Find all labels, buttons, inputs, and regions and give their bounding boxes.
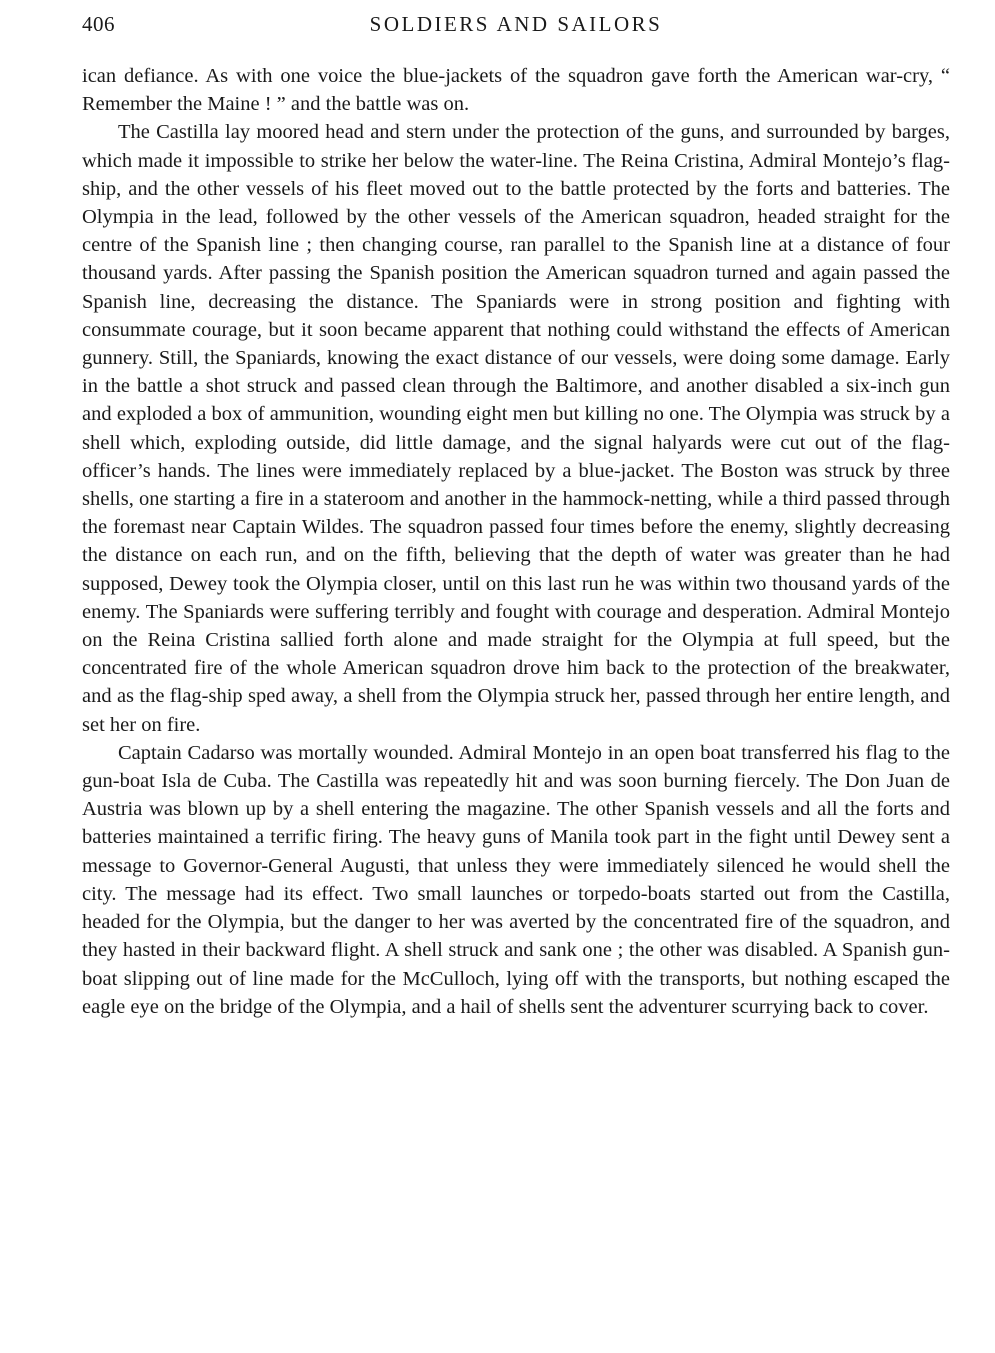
page-header bbox=[82, 12, 950, 42]
paragraph-aftermath: Captain Cadarso was mortally wounded. Admiral Montejo in an open boat transferred his flag to the gun-boat Isla de Cuba. The Castilla was repeatedly hit and was soon burning fiercely. The Don Juan de Austria was blown up by a shell entering the magazine. The other Spanish vessels and all the forts and batteries maintained a terrific firing. The heavy guns of Manila took part in the fight until Dewey sent a message to Governor-General Augusti, that unless they were immediately silenced he would shell the city. The message had its effect. Two small launches or torpedo-boats started out from the Castilla, headed for the Olympia, but the danger to her was averted by the concentrated fire of the squadron, and they hasted in their backward flight. A shell struck and sank one ; the other was disabled. A Spanish gun-boat slipping out of line made for the McCulloch, lying off with the transports, but nothing escaped the eagle eye on the bridge of the Olympia, and a hail of shells sent the adventurer scurrying back to cover. bbox=[82, 741, 950, 1018]
paragraph-continuation: ican defiance. As with one voice the blue-jackets of the squadron gave forth the American war-cry, “ Remember the Maine ! ” and the battle was on. bbox=[82, 65, 950, 116]
running-head: SOLDIERS AND SAILORS bbox=[369, 12, 663, 36]
page-number: 406 bbox=[82, 12, 115, 36]
body-text bbox=[82, 62, 950, 1021]
paragraph-battle: The Castilla lay moored head and stern under the protection of the guns, and surrounded by barges, which made it impossible to strike her below the water-line. The Reina Cristina, Admiral Montejo’s flag-ship, and the other vessels of his fleet moved out to the battle protected by the forts and batteries. The Olympia in the lead, followed by the other vessels of the American squadron, headed straight for the centre of the Spanish line ; then changing course, ran parallel to the Spanish line at a distance of four thousand yards. After passing the Spanish position the American squadron turned and again passed the Spanish line, decreasing the distance. The Spaniards were in strong position and fighting with consummate courage, but it soon became apparent that nothing could withstand the effects of American gunnery. Still, the Spaniards, knowing the exact distance of our vessels, were doing some damage. Early in the battle a shot struck and passed clean through the Baltimore, and another disabled a six-inch gun and exploded a box of ammunition, wounding eight men but killing no one. The Olympia was struck by a shell which, exploding outside, did little damage, and the signal halyards were cut out of the flag-officer’s hands. The lines were immediately replaced by a blue-jacket. The Boston was struck by three shells, one starting a fire in a stateroom and another in the hammock-netting, while a third passed through the foremast near Captain Wildes. The squadron passed four times before the enemy, slightly decreasing the distance on each run, and on the fifth, believing that the depth of water was greater than he had supposed, Dewey took the Olympia closer, until on this last run he was within two thousand yards of the enemy. The Spaniards were suffering terribly and fought with courage and desperation. Admiral Montejo on the Reina Cristina sallied forth alone and made straight for the Olympia at full speed, but the concentrated fire of the whole American squadron drove him back to the protection of the breakwater, and as the flag-ship sped away, a shell from the Olympia struck her, passed through her entire length, and set her on fire. bbox=[82, 121, 950, 736]
